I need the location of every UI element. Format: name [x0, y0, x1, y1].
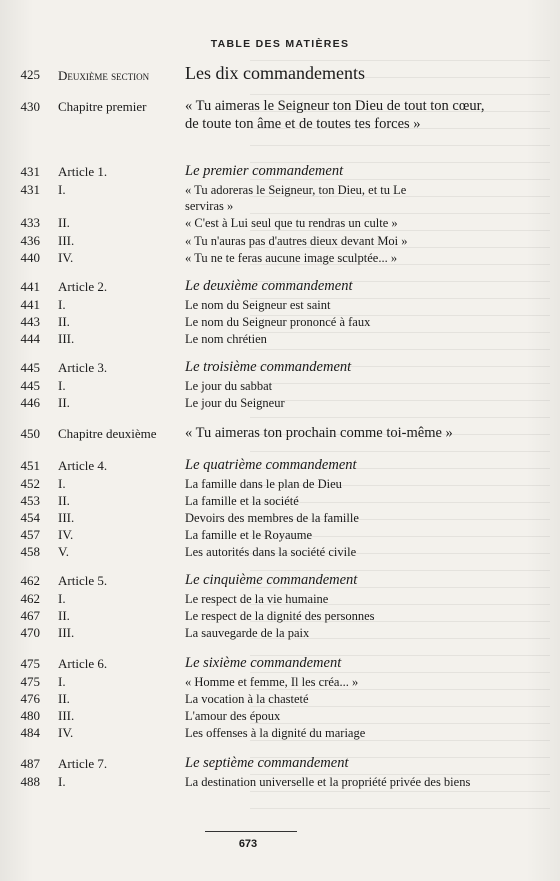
toc-entry-label: I. — [58, 674, 66, 689]
toc-entry-title: La destination universelle et la propriété privée des biens — [185, 775, 471, 789]
toc-entry-label: Article 3. — [58, 360, 108, 375]
toc-entry-title: « Tu aimeras ton prochain comme toi-même » — [185, 425, 453, 441]
toc-entry-title: La vocation à la chasteté — [185, 692, 309, 706]
toc-entry-number: 425 — [20, 67, 40, 82]
toc-entry-title: Le nom chrétien — [185, 332, 267, 346]
toc-entry-number: 476 — [20, 691, 40, 706]
toc-entry-label: Article 2. — [58, 279, 108, 294]
toc-entry-title: L'amour des époux — [185, 709, 281, 723]
toc-entry-title: « Homme et femme, Il les créa... » — [185, 675, 359, 689]
toc-entry-number: 451 — [20, 458, 40, 473]
toc-entry-title: Les dix commandements — [185, 63, 365, 83]
toc-entry-label: Deuxième section — [58, 68, 150, 83]
toc-entry-title: Devoirs des membres de la famille — [185, 511, 359, 525]
toc-entry-label: Article 6. — [58, 656, 108, 671]
toc-entry-label: III. — [58, 510, 75, 525]
toc-entry-number: 444 — [20, 331, 40, 346]
toc-entry-number: 445 — [20, 378, 40, 393]
toc-entry-number: 452 — [20, 476, 40, 491]
toc-entry-number: 480 — [20, 708, 40, 723]
toc-entry-label: Chapitre deuxième — [58, 426, 157, 441]
toc-entry-title: « Tu ne te feras aucune image sculptée... » — [185, 251, 398, 265]
toc-entry-number: 453 — [20, 493, 40, 508]
toc-entry-number: 433 — [20, 215, 40, 230]
toc-entry-number: 458 — [20, 544, 40, 559]
toc-entry-label: IV. — [58, 250, 74, 265]
toc-entry-label: Article 5. — [58, 573, 108, 588]
toc-entry-number: 457 — [20, 527, 40, 542]
toc-entry-number: 475 — [20, 674, 40, 689]
toc-entry-title: La famille dans le plan de Dieu — [185, 477, 342, 491]
toc-entry-number: 441 — [20, 297, 40, 312]
toc-entry-number: 443 — [20, 314, 40, 329]
toc-entry-label: III. — [58, 331, 75, 346]
toc-entry-number: 454 — [20, 510, 40, 525]
toc-entry-label: IV. — [58, 725, 74, 740]
toc-entry-title: « Tu adoreras le Seigneur, ton Dieu, et tu Le serviras » — [185, 183, 407, 213]
toc-entry-title: « Tu n'auras pas d'autres dieux devant Moi » — [185, 234, 408, 248]
toc-entry-label: I. — [58, 378, 66, 393]
toc-entry-number: 487 — [20, 756, 40, 771]
toc-entry-title: Le sixième commandement — [185, 655, 342, 671]
toc-entry-label: II. — [58, 493, 70, 508]
toc-entry-number: 475 — [20, 656, 40, 671]
running-header: TABLE DES MATIÈRES — [210, 38, 350, 50]
toc-entry-title: « C'est à Lui seul que tu rendras un culte » — [185, 216, 398, 230]
toc-entry-label: I. — [58, 591, 66, 606]
toc-entry-title: Le jour du sabbat — [185, 379, 273, 393]
toc-entry-label: III. — [58, 708, 75, 723]
toc-entry-title: Les autorités dans la société civile — [185, 545, 357, 559]
toc-entry-number: 436 — [20, 233, 40, 248]
toc-entry-title: Le septième commandement — [185, 755, 349, 771]
toc-entry-label: II. — [58, 314, 70, 329]
toc-entry-title: Le premier commandement — [185, 163, 344, 179]
toc-entry-label: I. — [58, 774, 66, 789]
toc-entry-title: Le nom du Seigneur prononcé à faux — [185, 315, 371, 329]
toc-entry-number: 450 — [20, 426, 40, 441]
toc-entry-label: II. — [58, 395, 70, 410]
toc-entry-number: 488 — [20, 774, 40, 789]
toc-entry-label: II. — [58, 215, 70, 230]
toc-entry-title: Le troisième commandement — [185, 359, 352, 375]
toc-entry-label: I. — [58, 476, 66, 491]
toc-entry-number: 462 — [20, 591, 40, 606]
toc-entry-title: Le respect de la dignité des personnes — [185, 609, 375, 623]
toc-entry-number: 462 — [20, 573, 40, 588]
footer-rule — [205, 831, 297, 832]
toc-entry-label: III. — [58, 625, 75, 640]
toc-entry-number: 446 — [20, 395, 40, 410]
toc-entry-title: La sauvegarde de la paix — [185, 626, 310, 640]
toc-entry-label: Article 7. — [58, 756, 108, 771]
toc-entry-title: « Tu aimeras le Seigneur ton Dieu de tout ton cœur, de toute ton âme et de toutes tes forces » — [185, 98, 485, 132]
toc-entry-title: Le cinquième commandement — [185, 572, 358, 588]
toc-entry-title: Les offenses à la dignité du mariage — [185, 726, 366, 740]
toc-entry-number: 445 — [20, 360, 40, 375]
toc-entry-number: 441 — [20, 279, 40, 294]
toc-entry-number: 440 — [20, 250, 40, 265]
toc-entry-label: I. — [58, 297, 66, 312]
toc-entry-label: V. — [58, 544, 69, 559]
toc-entry-title: Le deuxième commandement — [185, 278, 353, 294]
toc-entry-number: 467 — [20, 608, 40, 623]
toc-entry-label: IV. — [58, 527, 74, 542]
toc-entry-label: II. — [58, 691, 70, 706]
toc-entry-label: II. — [58, 608, 70, 623]
toc-entry-title: La famille et le Royaume — [185, 528, 313, 542]
toc-entry-number: 430 — [20, 99, 40, 114]
page-number: 673 — [238, 838, 258, 850]
toc-entry-number: 484 — [20, 725, 40, 740]
toc-entry-label: III. — [58, 233, 75, 248]
toc-entry-label: Article 4. — [58, 458, 108, 473]
toc-entry-title: Le respect de la vie humaine — [185, 592, 329, 606]
toc-entry-title: Le quatrième commandement — [185, 457, 357, 473]
toc-entry-label: Article 1. — [58, 164, 108, 179]
toc-entry-number: 431 — [20, 182, 40, 197]
toc-entry-title: Le jour du Seigneur — [185, 396, 285, 410]
toc-entry-label: Chapitre premier — [58, 99, 147, 114]
toc-entry-number: 470 — [20, 625, 40, 640]
toc-entry-title: La famille et la société — [185, 494, 299, 508]
toc-entry-label: I. — [58, 182, 66, 197]
toc-entry-title: Le nom du Seigneur est saint — [185, 298, 331, 312]
toc-entry-number: 431 — [20, 164, 40, 179]
